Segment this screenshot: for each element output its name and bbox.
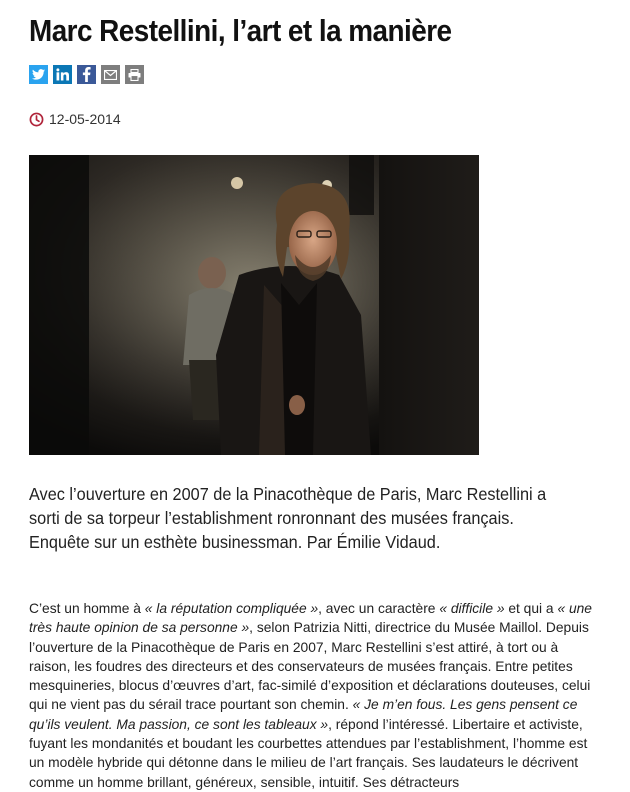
article-photo	[29, 155, 479, 455]
article-lead: Avec l’ouverture en 2007 de la Pinacothèque de Paris, Marc Restellini a sorti de sa torpeur l’establishment ronronnant des musées français. Enquête sur un esthète businessman. Par Émilie Vidaud.	[29, 484, 547, 552]
facebook-icon	[82, 67, 91, 82]
clock-icon	[29, 112, 44, 127]
facebook-share-button[interactable]	[77, 65, 96, 84]
body-text: et qui a	[504, 601, 558, 616]
article-title: Marc Restellini, l’art et la manière	[29, 13, 452, 48]
print-icon	[128, 69, 141, 81]
body-quote: « Je m’en fous. Les gens pensent ce qu’ils veulent. Ma passion, ce sont les tableaux »	[29, 697, 578, 732]
body-text: C’est un homme à	[29, 601, 145, 616]
body-quote: « la réputation compliquée »	[144, 601, 319, 616]
article-body	[29, 599, 597, 792]
body-quote: « difficile »	[439, 601, 505, 616]
email-icon	[104, 70, 117, 80]
twitter-share-button[interactable]	[29, 65, 48, 84]
body-text: , répond l’intéressé. Libertaire et activiste, fuyant les mondanités et boudant les courbettes attendues par l’establishment, l’homme est un modèle hybride qui détonne dans le milieu de l’art français. Ses laudateurs le décrivent comme un homme brillant, généreux, sensible, intuitif. Ses détracteurs	[29, 716, 588, 790]
email-share-button[interactable]	[101, 65, 120, 84]
body-text: , avec un caractère	[318, 601, 440, 616]
twitter-icon	[32, 69, 45, 80]
print-button[interactable]	[125, 65, 144, 84]
body-quote: « une très haute opinion de sa personne »	[29, 601, 592, 636]
share-bar	[29, 65, 144, 84]
date-text: 12-05-2014	[49, 111, 121, 127]
linkedin-share-button[interactable]	[53, 65, 72, 84]
body-text: , selon Patrizia Nitti, directrice du Musée Maillol. Depuis l’ouverture de la Pinacothèque de Paris en 2007, Marc Restellini s’est attiré, à tort ou à raison, les foudres des directeurs et des conservateurs de musées français. Entre petites mesquineries, blocus d’œuvres d’art, fac-similé d’exposition et déclarations douteuses, celui qui ne vient pas du sérail trace pourtant son chemin.	[29, 620, 591, 713]
publish-date	[29, 111, 121, 127]
linkedin-icon	[56, 68, 69, 81]
